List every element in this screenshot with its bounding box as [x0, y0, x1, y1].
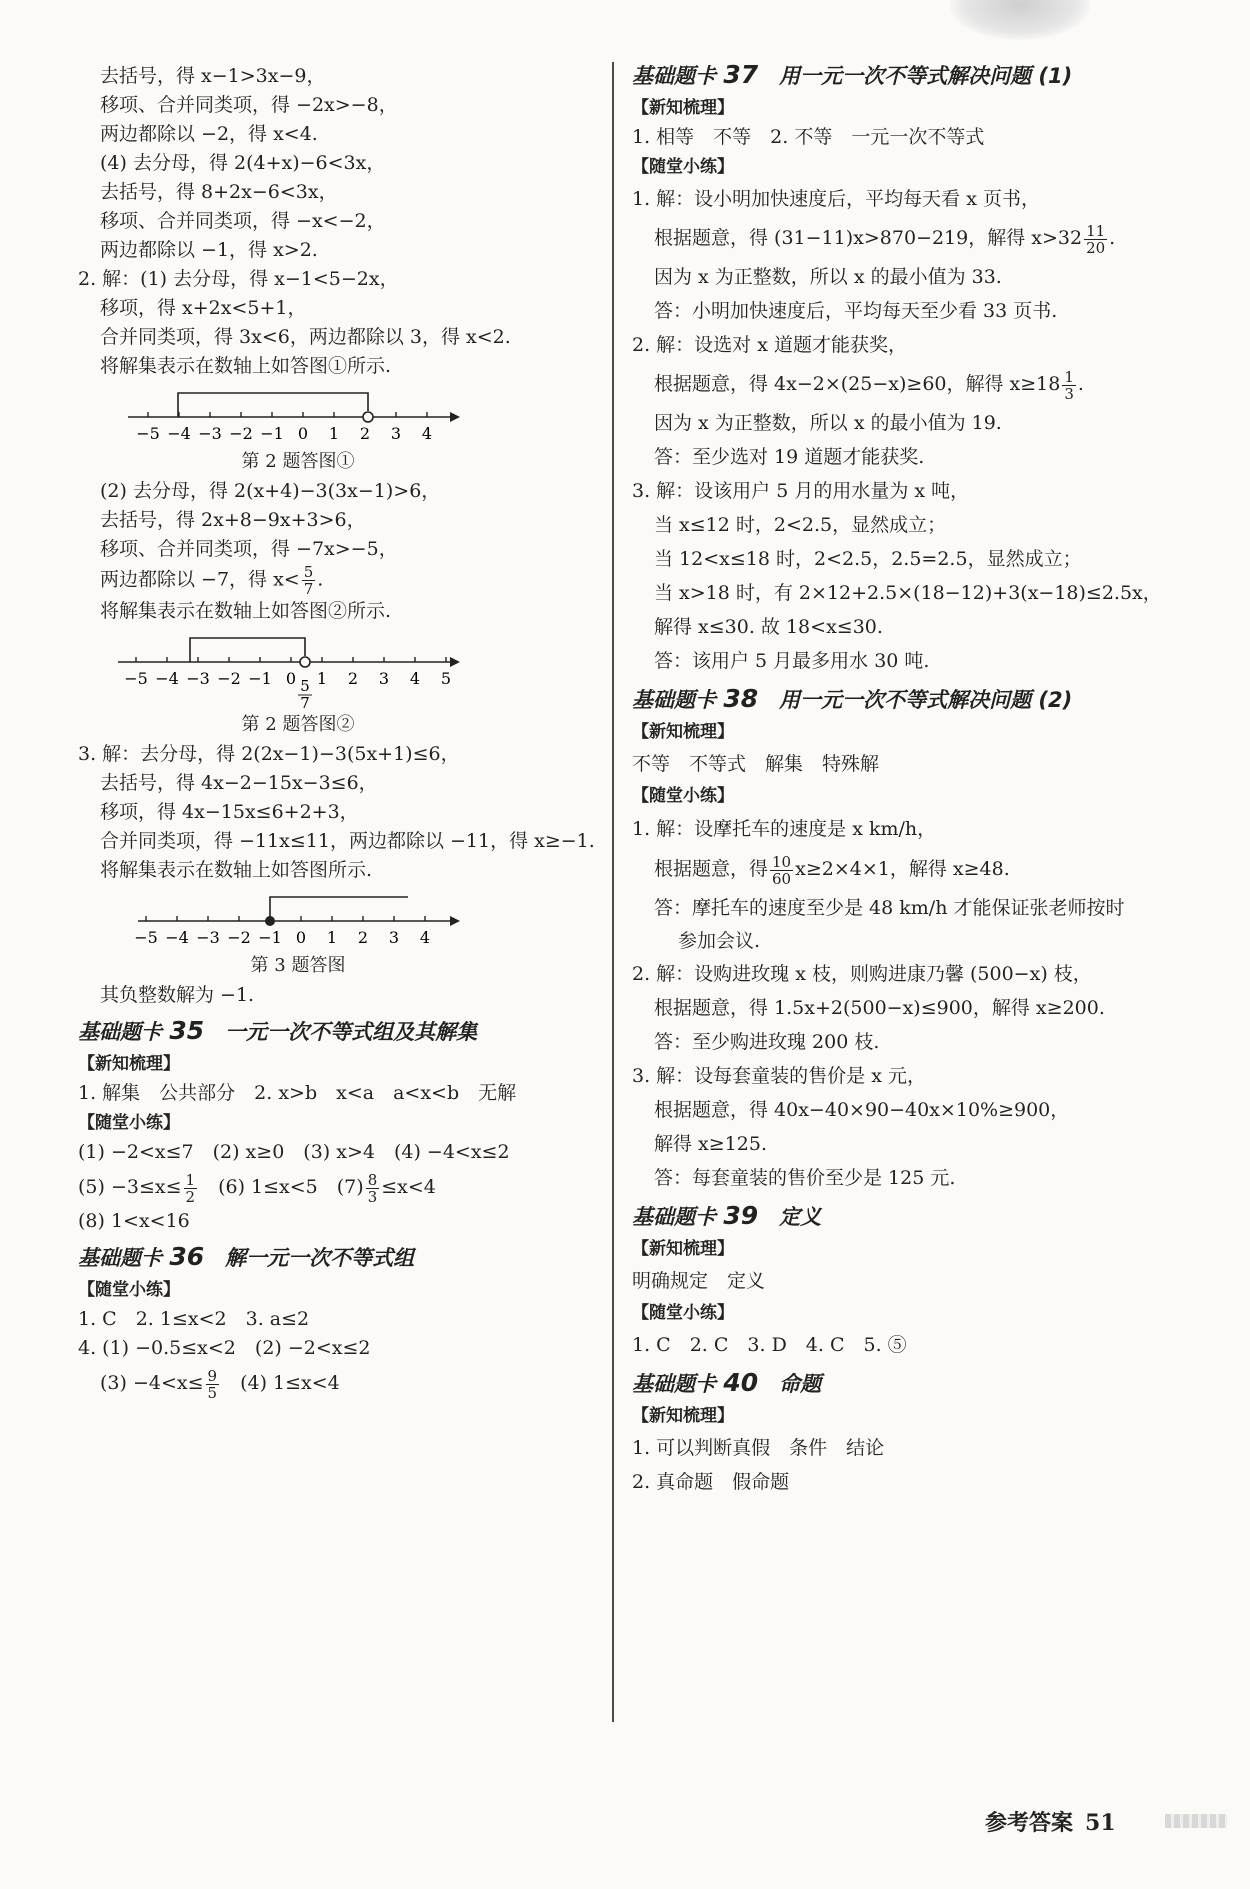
text-line	[632, 847, 1192, 891]
text-line: 答：小明加快速度后，平均每天至少看 33 页书.	[654, 300, 1058, 322]
axis-tick-label: −5	[124, 669, 148, 688]
text-line: 当 x>18 时，有 2×12+2.5×(18−12)+3(x−18)≤2.5x，	[654, 582, 1162, 604]
numerator: 9	[207, 1366, 218, 1385]
figure-caption: 第 3 题答图	[250, 955, 346, 976]
heading-number: 37	[723, 60, 759, 89]
column-divider	[612, 62, 614, 1722]
figure-caption: 第 2 题答图①	[241, 451, 355, 472]
numerator: 11	[1086, 221, 1106, 240]
text-line: 去括号，得 4x−2−15x−3≤6，	[100, 772, 378, 794]
figure-caption: 第 2 题答图②	[241, 714, 355, 735]
heading-number: 39	[723, 1201, 759, 1230]
section-heading-38	[632, 682, 1192, 717]
axis-tick-label: −5	[134, 928, 158, 947]
question-2-line: 2. 解：(1) 去分母，得 x−1<5−2x，	[78, 268, 399, 290]
open-endpoint	[363, 412, 373, 422]
axis-tick-label: 3	[390, 424, 402, 443]
tag-practice: 【随堂小练】	[632, 786, 734, 806]
text-line: 明确规定 定义	[632, 1270, 766, 1292]
heading-title: 定义	[779, 1205, 822, 1229]
text-line: 1. 解集 公共部分 2. x>b x<a a<x<b 无解	[78, 1082, 517, 1104]
heading-number: 35	[169, 1016, 205, 1045]
axis-arrow	[450, 657, 460, 667]
text-line: 答：该用户 5 月最多用水 30 吨.	[654, 650, 930, 672]
text-line: 移项、合并同类项，得 −x<−2，	[100, 210, 386, 232]
fraction	[366, 1172, 380, 1205]
fraction	[1084, 223, 1107, 256]
text-line: 答：至少购进玫瑰 200 枝.	[654, 1031, 880, 1053]
heading-prefix: 基础题卡	[78, 1246, 162, 1270]
right-column	[632, 62, 1192, 1499]
text-line: 当 x≤12 时，2<2.5，显然成立；	[654, 514, 947, 536]
text-line: 2. 真命题 假命题	[632, 1471, 790, 1493]
heading-title: 命题	[779, 1372, 822, 1396]
denominator: 20	[1086, 238, 1106, 257]
section-heading-40	[632, 1366, 1192, 1401]
question-3-line: 3. 解：去分母，得 2(2x−1)−3(5x+1)≤6，	[78, 743, 460, 765]
axis-tick-label: −2	[217, 669, 241, 688]
text-line: 答：摩托车的速度至少是 48 km/h 才能保证张老师按时	[654, 897, 1125, 919]
footer-decoration	[1165, 1814, 1227, 1828]
axis-tick-label: 0	[297, 424, 309, 443]
axis-tick-label: −4	[165, 928, 189, 947]
heading-prefix: 基础题卡	[632, 1372, 716, 1396]
text-line: 1. C 2. 1≤x<2 3. a≤2	[78, 1308, 310, 1330]
axis-tick-label: 3	[378, 669, 390, 688]
numerator: 5	[303, 563, 314, 581]
text-line: 两边都除以 −2，得 x<4.	[100, 123, 318, 145]
axis-tick-label: −3	[186, 669, 210, 688]
text-fragment: 根据题意，得 (31−11)x>870−219，解得 x>32	[654, 227, 1083, 249]
axis-tick-label: 3	[388, 928, 400, 947]
text-line: 移项，得 x+2x<5+1，	[100, 297, 307, 319]
text-fragment: (3) −4<x≤	[100, 1372, 204, 1394]
left-column	[78, 62, 598, 1403]
heading-prefix: 基础题卡	[78, 1020, 162, 1044]
text-line: 不等 不等式 解集 特殊解	[632, 753, 880, 775]
section-heading-35	[78, 1014, 598, 1049]
text-line: (2) 去分母，得 2(x+4)−3(3x−1)>6，	[100, 480, 441, 502]
axis-tick-label: 2	[347, 669, 359, 688]
text-line: 将解集表示在数轴上如答图所示.	[100, 859, 373, 881]
heading-prefix: 基础题卡	[632, 688, 716, 712]
tag-practice: 【随堂小练】	[78, 1280, 180, 1300]
tag-new-knowledge: 【新知梳理】	[632, 722, 734, 742]
denominator: 2	[185, 1187, 196, 1206]
axis-tick-label: −3	[198, 424, 222, 443]
text-line: (8) 1<x<16	[78, 1210, 190, 1232]
fraction	[184, 1172, 198, 1205]
tag-new-knowledge: 【新知梳理】	[632, 1406, 734, 1426]
page-number: 51	[1085, 1810, 1116, 1836]
denominator: 60	[772, 869, 792, 888]
text-line: 去括号，得 2x+8−9x+3>6，	[100, 509, 366, 531]
fraction	[1062, 369, 1076, 402]
axis-tick-label: 1	[326, 928, 338, 947]
axis-tick-label: −2	[229, 424, 253, 443]
endpoint-frac-num: 5	[300, 677, 310, 695]
tag-practice: 【随堂小练】	[632, 157, 734, 177]
number-line-figure-3	[78, 885, 518, 951]
axis-tick-label: 0	[285, 669, 297, 688]
text-line: 根据题意，得 40x−40×90−40x×10%≥900，	[654, 1099, 1070, 1121]
axis-tick-label: −5	[136, 424, 160, 443]
text-fragment: ≤x<4	[381, 1176, 436, 1198]
solution-bracket	[270, 897, 408, 921]
text-line: 因为 x 为正整数，所以 x 的最小值为 33.	[654, 266, 1002, 288]
text-line: 两边都除以 −7，得 x< $\frac{5}{7}$ .	[100, 563, 324, 598]
text-line: 1. 相等 不等 2. 不等 一元一次不等式	[632, 126, 985, 148]
text-line: 4. (1) −0.5≤x<2 (2) −2<x≤2	[78, 1337, 371, 1359]
text-fragment: (5) −3≤x≤	[78, 1176, 182, 1198]
axis-tick-label: 2	[359, 424, 371, 443]
heading-number: 36	[169, 1242, 205, 1271]
axis-arrow	[450, 916, 460, 926]
denominator: 7	[303, 580, 314, 598]
text-line: 其负整数解为 −1.	[100, 984, 255, 1006]
axis-tick-label: −1	[260, 424, 284, 443]
axis-tick-label: 0	[295, 928, 307, 947]
heading-title: 一元一次不等式组及其解集	[225, 1020, 478, 1044]
text-fragment: (6) 1≤x<5 (7)	[199, 1176, 364, 1198]
footer-label: 参考答案	[985, 1811, 1074, 1836]
fraction	[206, 1368, 220, 1401]
heading-number: 40	[723, 1368, 759, 1397]
text-line: 去括号，得 8+2x−6<3x，	[100, 181, 338, 203]
text-line: 因为 x 为正整数，所以 x 的最小值为 19.	[654, 412, 1002, 434]
open-endpoint	[300, 657, 310, 667]
text-line: 去括号，得 x−1>3x−9，	[100, 65, 326, 87]
section-heading-39	[632, 1199, 1192, 1234]
text-fragment: (4) 1≤x<4	[221, 1372, 340, 1394]
text-line: 合并同类项，得 −11x≤11，两边都除以 −11，得 x≥−1.	[100, 830, 595, 852]
axis-tick-label: −2	[227, 928, 251, 947]
text-line: 移项，得 4x−15x≤6+2+3，	[100, 801, 359, 823]
section-heading-37	[632, 58, 1192, 93]
text-line: 2. 解：设选对 x 道题才能获奖，	[632, 334, 907, 356]
numerator: 8	[367, 1170, 378, 1189]
text-line: 1. 可以判断真假 条件 结论	[632, 1437, 885, 1459]
axis-arrow	[450, 412, 460, 422]
axis-tick-label: −1	[258, 928, 282, 947]
tag-practice: 【随堂小练】	[632, 1303, 734, 1323]
heading-prefix: 基础题卡	[632, 1205, 716, 1229]
fraction	[302, 564, 316, 597]
text-line: 1. 解：设小明加快速度后，平均每天看 x 页书，	[632, 188, 1040, 210]
number-line-figure-2	[78, 626, 518, 708]
text-line: 将解集表示在数轴上如答图②所示.	[100, 600, 392, 622]
text-line: (1) −2<x≤7 (2) x≥0 (3) x>4 (4) −4<x≤2	[78, 1141, 510, 1163]
text-line: 3. 解：设该用户 5 月的用水量为 x 吨，	[632, 480, 970, 502]
denominator: 5	[207, 1383, 218, 1402]
axis-tick-label: 4	[419, 928, 431, 947]
axis-tick-label: 5	[440, 669, 452, 688]
tag-new-knowledge: 【新知梳理】	[632, 98, 734, 118]
heading-title: 解一元一次不等式组	[225, 1246, 415, 1270]
text-fragment: 两边都除以 −7，得 x<	[100, 568, 300, 591]
number-line-figure-1	[78, 381, 518, 447]
text-line: 根据题意，得 1.5x+2(500−x)≤900，解得 x≥200.	[654, 997, 1105, 1019]
text-line	[78, 1363, 598, 1403]
text-line: 1. C 2. C 3. D 4. C 5. ⑤	[632, 1334, 907, 1356]
closed-endpoint	[265, 916, 275, 926]
section-heading-36	[78, 1240, 598, 1275]
text-line: 合并同类项，得 3x<6，两边都除以 3，得 x<2.	[100, 326, 511, 348]
text-fragment: 根据题意，得 4x−2×(25−x)≥60，解得 x≥18	[654, 373, 1061, 395]
axis-tick-label: 1	[328, 424, 340, 443]
text-line: 答：每套童装的售价至少是 125 元.	[654, 1167, 956, 1189]
text-fragment: 根据题意，得	[654, 858, 769, 880]
text-line: 根据题意，得 (31−11)x>870−219，解得 x>32 $\frac{11}{20}$ .	[654, 221, 1116, 257]
text-line: 参加会议.	[678, 930, 761, 952]
axis-tick-label: −4	[167, 424, 191, 443]
solution-bracket	[178, 393, 368, 417]
text-line: 答：至少选对 19 道题才能获奖.	[654, 446, 925, 468]
numerator: 10	[772, 852, 792, 871]
text-line: (4) 去分母，得 2(4+x)−6<3x，	[100, 152, 386, 174]
tag-practice: 【随堂小练】	[78, 1113, 180, 1133]
heading-title: 用一元一次不等式解决问题 (2)	[779, 688, 1073, 712]
solution-bracket	[190, 638, 305, 662]
axis-tick-label: 2	[357, 928, 369, 947]
text-line: 两边都除以 −1，得 x>2.	[100, 239, 318, 261]
heading-prefix: 基础题卡	[632, 64, 716, 88]
text-line: 1. 解：设摩托车的速度是 x km/h，	[632, 818, 937, 840]
fraction	[770, 854, 793, 887]
denominator: 3	[1064, 384, 1074, 403]
text-fragment: x≥2×4×1，解得 x≥48.	[795, 858, 1010, 880]
text-line: 根据题意，得 4x−2×(25−x)≥60，解得 x≥18 $\frac{1}{3}$ .	[654, 367, 1084, 403]
axis-tick-label: −3	[196, 928, 220, 947]
tag-new-knowledge: 【新知梳理】	[78, 1054, 180, 1074]
axis-tick-label: −1	[248, 669, 272, 688]
page-footer	[985, 1806, 1116, 1837]
text-line: 移项、合并同类项，得 −7x>−5，	[100, 538, 398, 560]
denominator: 3	[367, 1187, 378, 1206]
text-line	[78, 1167, 598, 1207]
tag-new-knowledge: 【新知梳理】	[632, 1239, 734, 1259]
heading-number: 38	[723, 684, 759, 713]
heading-title: 用一元一次不等式解决问题 (1)	[779, 64, 1073, 88]
text-line: 移项、合并同类项，得 −2x>−8，	[100, 94, 398, 116]
numerator: 1	[1064, 367, 1074, 386]
endpoint-frac-den: 7	[300, 694, 310, 708]
axis-tick-label: 4	[409, 669, 421, 688]
page-corner-shadow	[950, 0, 1090, 40]
text-line: 将解集表示在数轴上如答图①所示.	[100, 355, 392, 377]
text-line: 当 12<x≤18 时，2<2.5，2.5=2.5，显然成立；	[654, 548, 1082, 570]
text-line: 解得 x≥125.	[654, 1133, 767, 1155]
text-line: 解得 x≤30. 故 18<x≤30.	[654, 616, 883, 638]
axis-tick-label: 4	[421, 424, 433, 443]
axis-tick-label: −4	[155, 669, 179, 688]
text-line: 2. 解：设购进玫瑰 x 枝，则购进康乃馨 (500−x) 枝，	[632, 963, 1092, 985]
axis-tick-label: 1	[316, 669, 328, 688]
text-line: 3. 解：设每套童装的售价是 x 元，	[632, 1065, 926, 1087]
numerator: 1	[185, 1170, 196, 1189]
